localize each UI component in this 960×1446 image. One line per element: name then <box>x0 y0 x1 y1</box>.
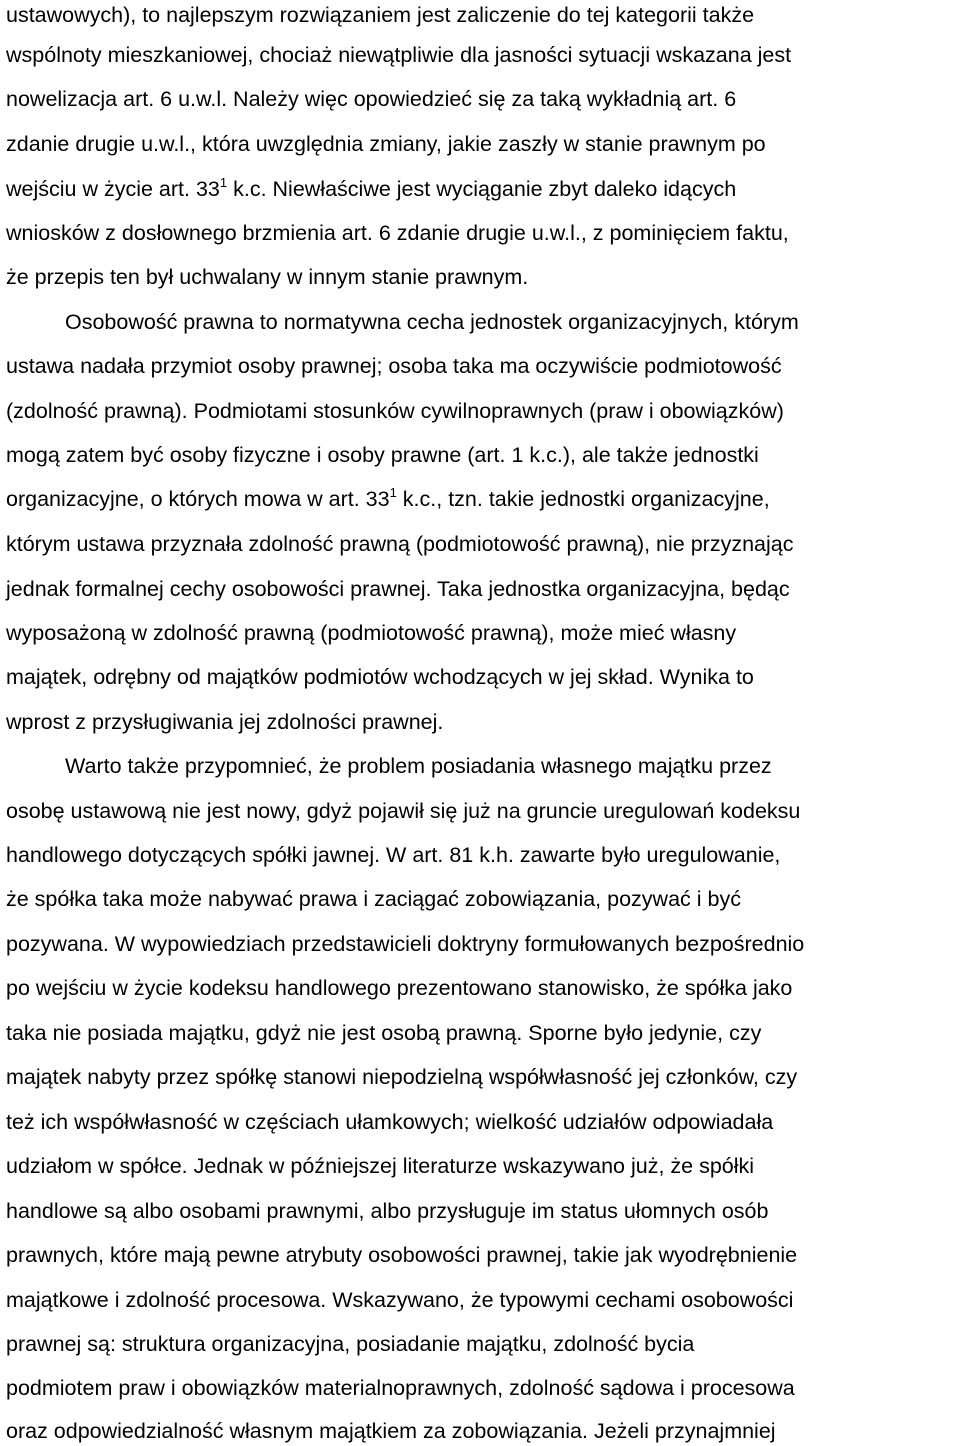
text-line: (zdolność prawną). Podmiotami stosunków cywilnoprawnych (praw i obowiązków) <box>6 399 784 423</box>
text-line: udziałom w spółce. Jednak w późniejszej literaturze wskazywano już, że spółki <box>6 1154 755 1178</box>
superscript: 1 <box>219 175 228 190</box>
text-line: majątek nabyty przez spółkę stanowi niepodzielną współwłasność jej członków, czy <box>6 1065 798 1089</box>
text-line <box>6 174 736 204</box>
text-line: handlowe są albo osobami prawnymi, albo przysługuje im status ułomnych osób <box>6 1199 769 1223</box>
text-line: majątkowe i zdolność procesowa. Wskazywano, że typowymi cechami osobowości <box>6 1288 794 1312</box>
text-line: Osobowość prawna to normatywna cecha jednostek organizacyjnych, którym <box>65 310 799 334</box>
text-line: taka nie posiada majątku, gdyż nie jest osobą prawną. Sporne było jedynie, czy <box>6 1021 762 1045</box>
text-line: mogą zatem być osoby fizyczne i osoby prawne (art. 1 k.c.), ale także jednostki <box>6 443 759 467</box>
text-line: Warto także przypomnieć, że problem posiadania własnego majątku przez <box>65 754 772 778</box>
text-line: że przepis ten był uchwalany w innym stanie prawnym. <box>6 265 529 289</box>
text-line: prawnej są: struktura organizacyjna, posiadanie majątku, zdolność bycia <box>6 1332 695 1356</box>
superscript: 1 <box>389 485 397 500</box>
text-line: którym ustawa przyznała zdolność prawną (podmiotowość prawną), nie przyznając <box>6 532 794 556</box>
text-line: zdanie drugie u.w.l., która uwzględnia zmiany, jakie zaszły w stanie prawnym po <box>6 132 766 156</box>
text-line: podmiotem praw i obowiązków materialnoprawnych, zdolność sądowa i procesowa <box>6 1376 795 1400</box>
text-line: osobę ustawową nie jest nowy, gdyż pojawił się już na gruncie uregulowań kodeksu <box>6 799 801 823</box>
text-line: pozywana. W wypowiedziach przedstawicieli doktryny formułowanych bezpośrednio <box>6 932 805 956</box>
text-line: że spółka taka może nabywać prawa i zaciągać zobowiązania, pozywać i być <box>6 887 741 911</box>
text-line: ustawa nadała przymiot osoby prawnej; osoba taka ma oczywiście podmiotowość <box>6 354 782 378</box>
text-line: wprost z przysługiwania jej zdolności prawnej. <box>6 710 444 734</box>
text-line: handlowego dotyczących spółki jawnej. W art. 81 k.h. zawarte było uregulowanie, <box>6 843 781 867</box>
text-run: k.c., tzn. takie jednostki organizacyjne, <box>396 487 770 511</box>
text-run: wejściu w życie art. 33 <box>6 177 220 201</box>
text-run: organizacyjne, o których mowa w art. 33 <box>6 487 390 511</box>
text-line: też ich współwłasność w częściach ułamkowych; wielkość udziałów odpowiadała <box>6 1110 774 1134</box>
text-line: wyposażoną w zdolność prawną (podmiotowość prawną), może mieć własny <box>6 621 737 645</box>
text-line: wniosków z dosłownego brzmienia art. 6 zdanie drugie u.w.l., z pominięciem faktu, <box>6 221 789 245</box>
text-line: ustawowych), to najlepszym rozwiązaniem jest zaliczenie do tej kategorii także <box>6 3 755 27</box>
text-line: wspólnoty mieszkaniowej, chociaż niewątpliwie dla jasności sytuacji wskazana jest <box>6 43 792 67</box>
text-line <box>6 484 770 514</box>
text-line: po wejściu w życie kodeksu handlowego prezentowano stanowisko, że spółka jako <box>6 976 793 1000</box>
text-run: k.c. Niewłaściwe jest wyciąganie zbyt daleko idących <box>227 177 737 201</box>
text-line: oraz odpowiedzialność własnym majątkiem za zobowiązania. Jeżeli przynajmniej <box>6 1419 776 1443</box>
text-line: majątek, odrębny od majątków podmiotów wchodzących w jej skład. Wynika to <box>6 665 754 689</box>
text-line: nowelizacja art. 6 u.w.l. Należy więc opowiedzieć się za taką wykładnią art. 6 <box>6 87 737 111</box>
text-line: prawnych, które mają pewne atrybuty osobowości prawnej, takie jak wyodrębnienie <box>6 1243 798 1267</box>
text-line: jednak formalnej cechy osobowości prawnej. Taka jednostka organizacyjna, będąc <box>6 577 790 601</box>
